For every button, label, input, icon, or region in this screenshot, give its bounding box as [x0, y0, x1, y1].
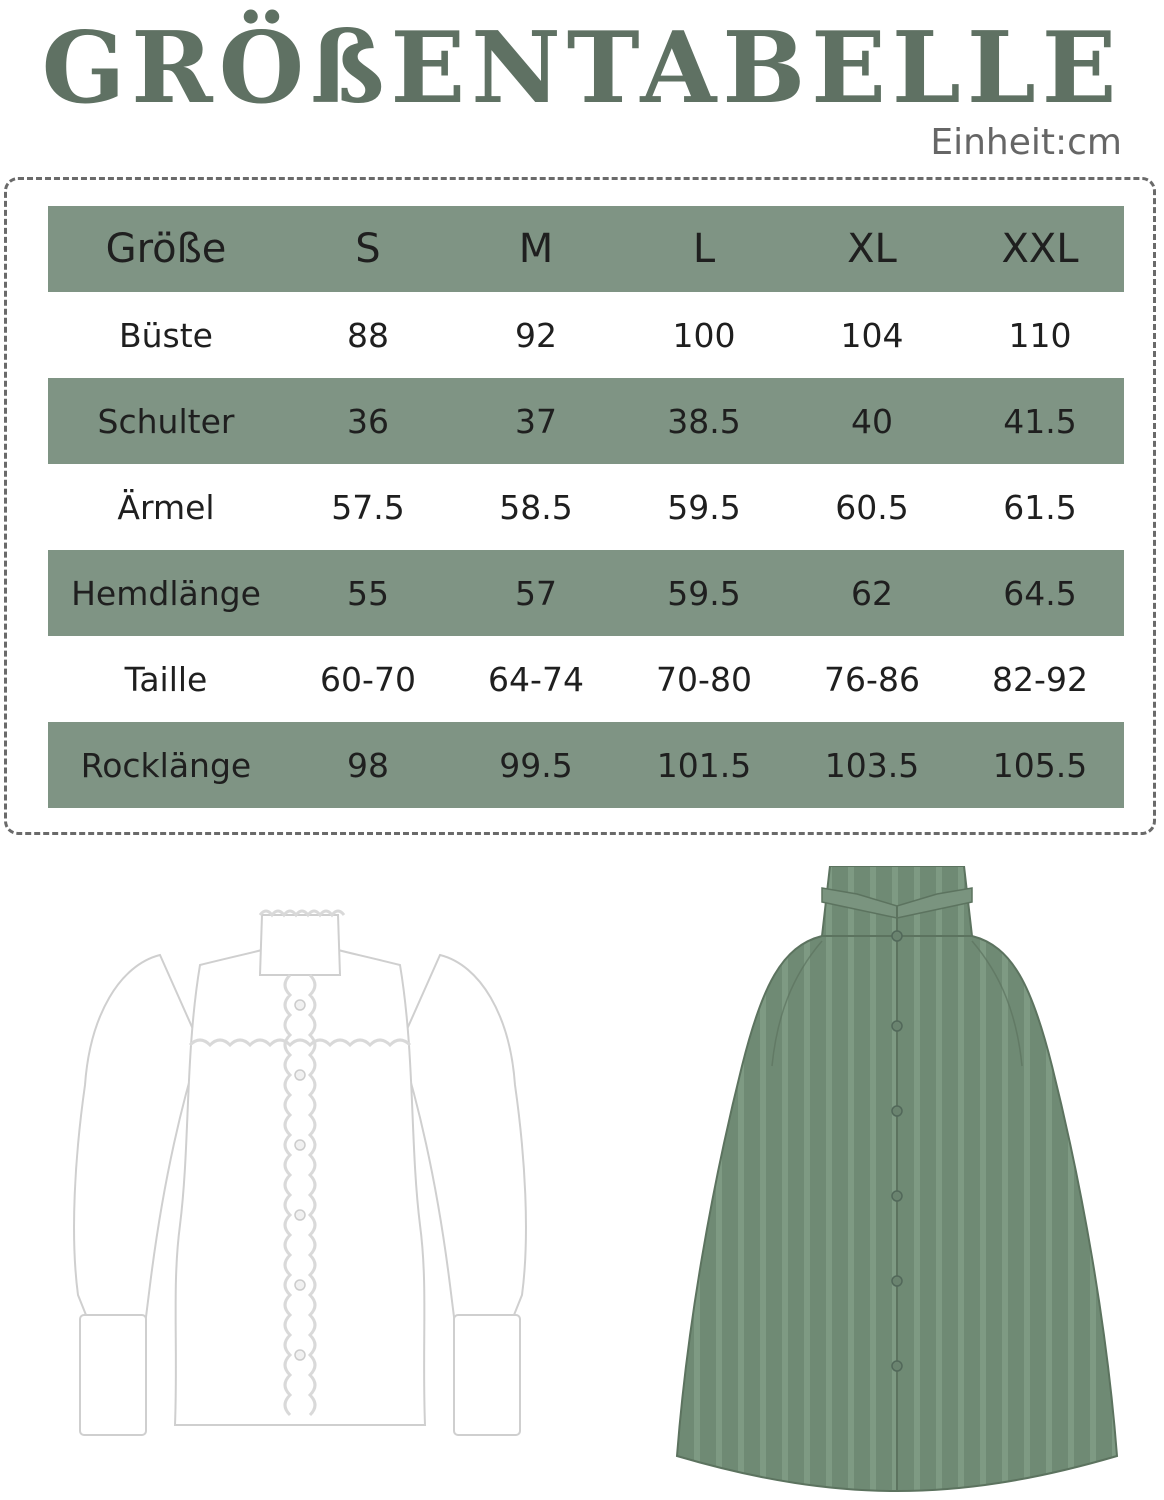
- header-cell: M: [452, 206, 620, 292]
- table-row: [48, 550, 1124, 636]
- skirt-image: [672, 866, 1122, 1496]
- header-cell: XXL: [956, 206, 1124, 292]
- header-cell: Größe: [48, 206, 284, 292]
- table-cell: 41.5: [956, 378, 1124, 464]
- blouse-image: [50, 905, 550, 1445]
- table-cell: 55: [284, 550, 452, 636]
- table-cell: 58.5: [499, 487, 573, 527]
- row-label: Rocklänge: [48, 722, 284, 808]
- table-row: [48, 722, 1124, 808]
- table-cell: 64.5: [956, 550, 1124, 636]
- table-cell: 57.5: [331, 487, 405, 527]
- table-cell: 60.5: [835, 487, 909, 527]
- row-label: Ärmel: [117, 487, 215, 527]
- table-cell: 62: [788, 550, 956, 636]
- header-cell: L: [620, 206, 788, 292]
- table-cell: 88: [347, 315, 389, 355]
- table-cell: 60-70: [320, 659, 416, 699]
- row-label: Schulter: [48, 378, 284, 464]
- table-cell: 37: [452, 378, 620, 464]
- header-cell: XL: [788, 206, 956, 292]
- unit-label: Einheit:cm: [930, 122, 1122, 163]
- table-cell: 99.5: [452, 722, 620, 808]
- table-cell: 59.5: [667, 487, 741, 527]
- table-cell: 82-92: [992, 659, 1088, 699]
- size-table: [48, 206, 1124, 808]
- row-label: Taille: [124, 659, 208, 699]
- table-cell: 70-80: [656, 659, 752, 699]
- table-cell: 57: [452, 550, 620, 636]
- page-title: GRÖßENTABELLE: [41, 11, 1123, 126]
- table-cell: 100: [672, 315, 736, 355]
- table-cell: 36: [284, 378, 452, 464]
- table-cell: 110: [1008, 315, 1072, 355]
- table-cell: 40: [788, 378, 956, 464]
- header-cell: S: [284, 206, 452, 292]
- table-cell: 92: [515, 315, 557, 355]
- row-label: Hemdlänge: [48, 550, 284, 636]
- table-cell: 104: [840, 315, 904, 355]
- table-cell: 105.5: [956, 722, 1124, 808]
- table-cell: 59.5: [620, 550, 788, 636]
- table-cell: 76-86: [824, 659, 920, 699]
- table-cell: 101.5: [620, 722, 788, 808]
- table-header-row: [48, 206, 1124, 292]
- table-cell: 98: [284, 722, 452, 808]
- table-cell: 38.5: [620, 378, 788, 464]
- table-cell: 103.5: [788, 722, 956, 808]
- table-row: [48, 464, 1124, 550]
- table-row: [48, 636, 1124, 722]
- row-label: Büste: [119, 315, 213, 355]
- table-row: [48, 378, 1124, 464]
- table-cell: 64-74: [488, 659, 584, 699]
- table-cell: 61.5: [1003, 487, 1077, 527]
- table-row: [48, 292, 1124, 378]
